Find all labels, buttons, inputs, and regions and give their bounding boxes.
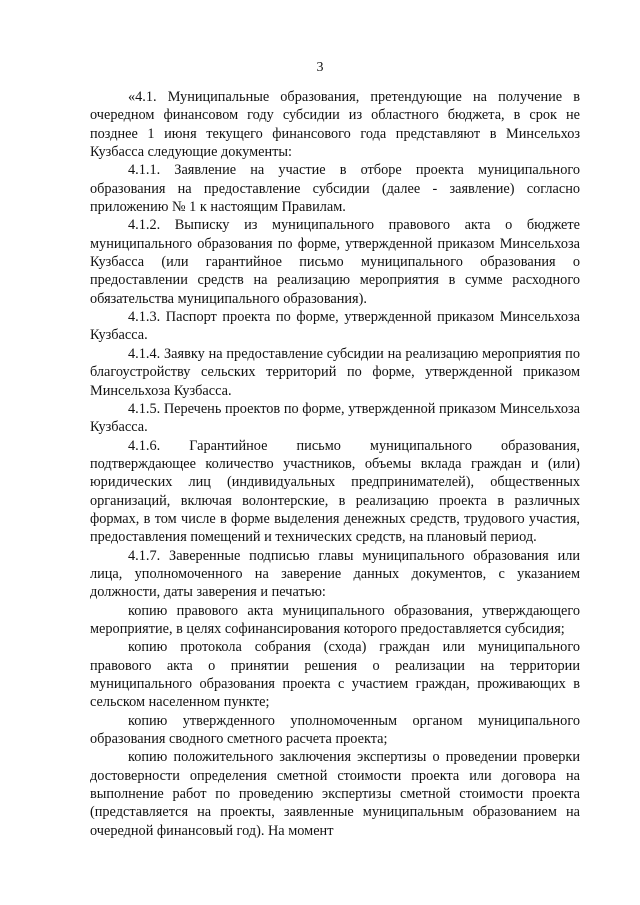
list-item-meeting-protocol-copy: копию протокола собрания (схода) граждан или муниципального правового акта о принятии решения о реализации на территории муниципального образования проекта с участием граждан, проживающих в сельском населенном пункте; [90, 639, 580, 711]
paragraph-4-1-6: 4.1.6. Гарантийное письмо муниципального образования, подтверждающее количество участников, объемы вклада граждан и (или) юридических лиц (индивидуальных предпринимателей), общественных организаций, включая волонтерские, в реализацию проекта в различных формах, в том числе в форме выделения денежных средств, трудового участия, предоставления помещений и технических средств, на плановый период. [90, 437, 580, 546]
paragraph-4-1: «4.1. Муниципальные образования, претендующие на получение в очередном финансовом году субсидии из областного бюджета, в срок не позднее 1 июня текущего финансового года представляют в Минсельхоз Кузбасса следующие документы: [90, 89, 580, 161]
paragraph-4-1-2: 4.1.2. Выписку из муниципального правового акта о бюджете муниципального образования по форме, утвержденной приказом Минсельхоза Кузбасса (или гарантийное письмо муниципального образования о предоставлении средств на реализацию мероприятия в сумме расходного обязательства муниципального образования). [90, 217, 580, 307]
list-item-estimate-copy: копию утвержденного уполномоченным органом муниципального образования сводного сметного расчета проекта; [90, 712, 580, 748]
paragraph-4-1-4: 4.1.4. Заявку на предоставление субсидии на реализацию мероприятия по благоустройству сельских территорий по форме, утвержденной приказом Минсельхоза Кузбасса. [90, 345, 580, 399]
paragraph-4-1-3: 4.1.3. Паспорт проекта по форме, утвержденной приказом Минсельхоза Кузбасса. [90, 309, 580, 344]
paragraph-4-1-7: 4.1.7. Заверенные подписью главы муниципального образования или лица, уполномоченного на заверение данных документов, с указанием должности, даты заверения и печатью: [90, 547, 580, 601]
list-item-expertise-copy: копию положительного заключения экспертизы о проведении проверки достоверности определения сметной стоимости проекта или договора на выполнение работ по проведению экспертизы сметной стоимости проекта (представляется на проекты, заявленные муниципальным образованием на очередной финансовый год). На момент [90, 749, 580, 839]
paragraph-4-1-1: 4.1.1. Заявление на участие в отборе проекта муниципального образования на предоставление субсидии (далее - заявление) согласно приложению № 1 к настоящим Правилам. [90, 162, 580, 216]
list-item-legal-act-copy: копию правового акта муниципального образования, утверждающего мероприятие, в целях софинансирования которого предоставляется субсидия; [90, 602, 580, 637]
paragraph-4-1-5: 4.1.5. Перечень проектов по форме, утвержденной приказом Минсельхоза Кузбасса. [90, 400, 580, 436]
document-body [90, 88, 580, 840]
page-number: 3 [316, 60, 324, 75]
